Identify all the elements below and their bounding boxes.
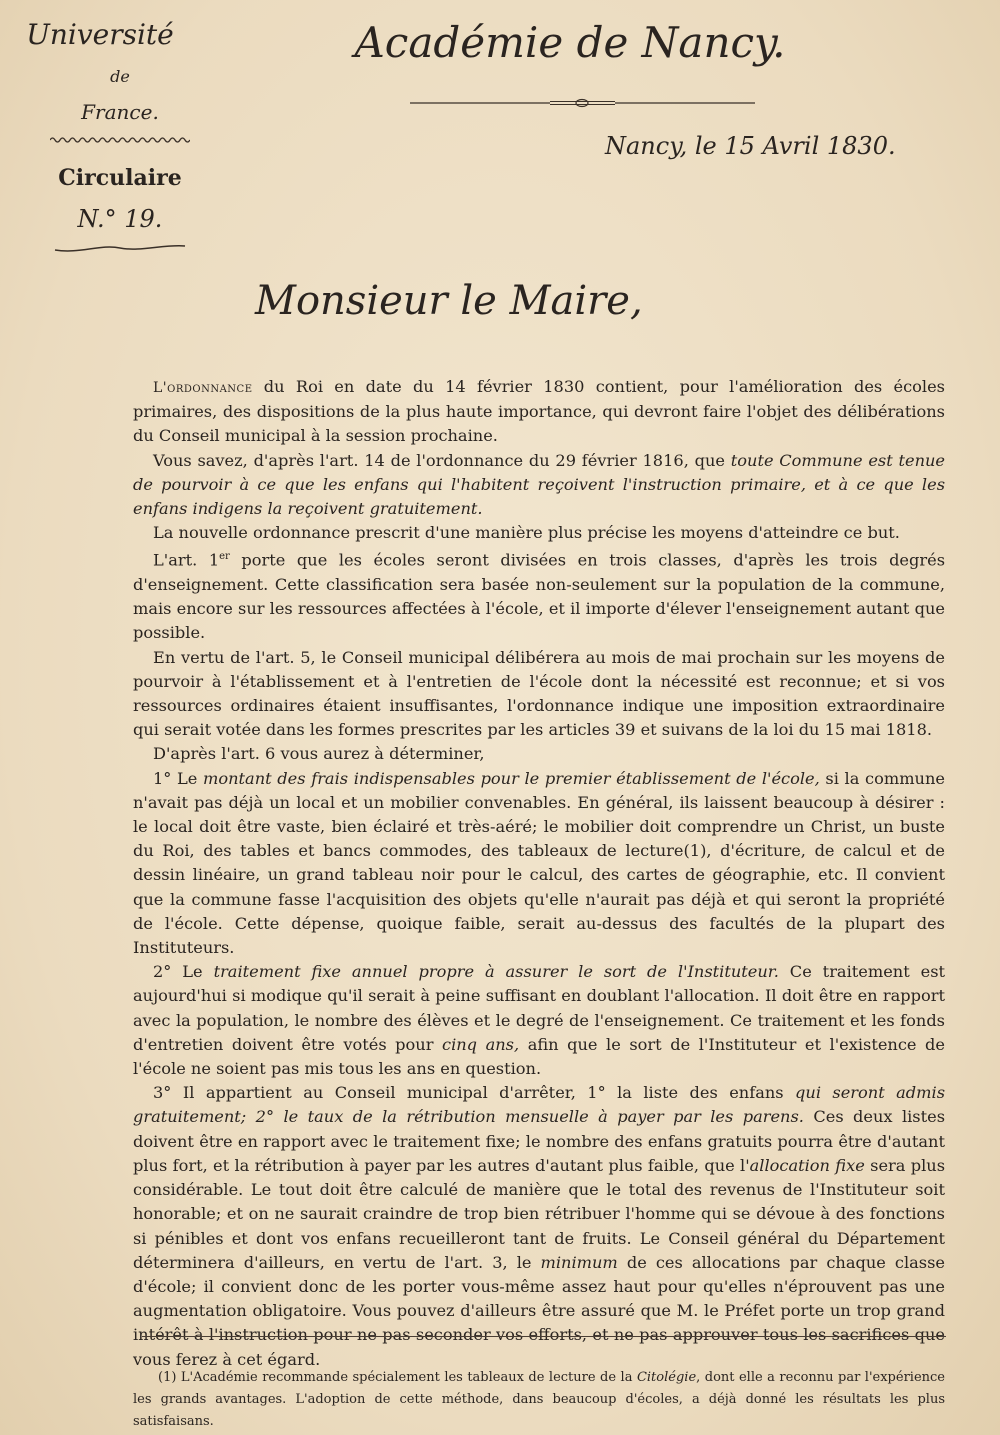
- paragraph: [133, 375, 945, 449]
- emphasis-text: montant des frais indispensables pour le premier établissement de l'école,: [203, 768, 820, 788]
- paragraph-text: En vertu de l'art. 5, le Conseil municipal délibérera au mois de mai prochain sur les moyens de pourvoir à l'établissement et à l'entretien de l'école dont la nécessité est reconnue; et si vos ressources ordinaires étaient insuffisantes, l'ordonnance indique une imposition extraordinaire qui serait votée dans les formes prescrites par les articles 39 et suivans de la loi du 15 mai 1818.: [133, 647, 945, 740]
- paragraph-text: si la commune n'avait pas déjà un local et un mobilier convenables. En général, ils laissent beaucoup à désirer : le local doit être vaste, bien éclairé et très-aéré; le mobilier doit comprendre un Christ, un buste du Roi, des tables et bancs commodes, des tableaux de lecture(1), d'écriture, de calcul et de dessin linéaire, un grand tableau noir pour le calcul, des cartes de géographie, etc. Il convient que la commune fasse l'acquisition des objets qu'elle n'aurait pas déjà et qui seront la propriété de l'école. Cette dépense, quoique faible, serait au-dessus des facultés de la plupart des Instituteurs.: [133, 768, 945, 958]
- paragraph-text: porte que les écoles seront divisées en trois classes, d'après les trois degrés d'enseignement. Cette classification sera basée non-seulement sur la population de la commune, mais encore sur les ressources affectées à l'école, et il importe d'élever l'enseignement autant que possible.: [133, 550, 945, 643]
- paragraph: [133, 767, 945, 961]
- footnote-divider: [142, 1336, 946, 1337]
- title-rule: [410, 94, 755, 113]
- paragraph: [133, 960, 945, 1081]
- circular-number: N.° 19.: [77, 205, 163, 233]
- de-label: de: [110, 67, 130, 86]
- lead-word: L'ordonnance: [153, 380, 253, 396]
- wavy-divider: [40, 136, 200, 147]
- paragraph-text: Ce traitement est aujourd'hui si modique qu'il serait à peine suffisant en doublant l'allocation. Il doit être en rapport avec la population, le nombre des élèves et le degré de l'enseignement. Ce traitement et les fonds d'entretien doivent être votés pour: [133, 962, 946, 1054]
- paragraph-text: D'après l'art. 6 vous aurez à déterminer,: [153, 744, 485, 764]
- academy-title: Académie de Nancy.: [354, 18, 786, 67]
- emphasis-text: toute Commune est tenue de pourvoir à ce que les enfans qui l'habitent reçoivent l'instruction primaire, et à ce que les enfans indigens la reçoivent gratuitement.: [133, 450, 946, 519]
- paragraph-text: 3° Il appartient au Conseil municipal d'arrêter, 1° la liste des enfans: [153, 1083, 796, 1103]
- paragraph-text: 2° Le: [153, 962, 214, 982]
- circulaire-label: Circulaire: [58, 165, 182, 191]
- paragraph: [133, 1081, 945, 1371]
- letter-date: Nancy, le 15 Avril 1830.: [605, 132, 896, 160]
- ornamental-rule-icon: [410, 97, 755, 109]
- emphasis-text: minimum: [540, 1252, 618, 1272]
- salutation: Monsieur le Maire,: [255, 278, 643, 324]
- footnote-text: , dont elle a reconnu par l'expérience les grands avantages. L'adoption de cette méthode, dans beaucoup d'écoles, a déjà donné les résultats les plus satisfaisans.: [133, 1370, 945, 1429]
- emphasis-text: qui seront admis gratuitement; 2° le taux de la rétribution mensuelle à payer par les parens.: [133, 1083, 945, 1127]
- paragraph-text: Ces deux listes doivent être en rapport avec le traitement fixe; le nombre des enfans gratuits pourra être d'autant plus fort, et la rétribution à payer par les autres d'autant plus faible, que l': [133, 1107, 946, 1175]
- superscript: er: [219, 551, 230, 563]
- paragraph: [133, 646, 945, 743]
- footnote-text: (1) L'Académie recommande spécialement les tableaux de lecture de la: [158, 1370, 637, 1385]
- paragraph-text: du Roi en date du 14 février 1830 contient, pour l'amélioration des écoles primaires, des dispositions de la plus haute importance, qui devront faire l'objet des délibérations du Conseil municipal à la session prochaine.: [133, 377, 945, 446]
- paragraph: [133, 545, 945, 645]
- emphasis-text: traitement fixe annuel propre à assurer le sort de l'Instituteur.: [213, 962, 779, 982]
- paragraph-text: Vous savez, d'après l'art. 14 de l'ordonnance du 29 février 1816, que: [153, 450, 731, 470]
- swash-ornament-icon: [50, 242, 190, 254]
- paragraph-text: de ces allocations par chaque classe d'école; il convient donc de les porter vous-même assez haut pour qu'elles n'éprouvent pas une augmentation obligatoire. Vous pouvez d'ailleurs être assuré que M. le Préfet porte un trop grand intérêt à l'instruction pour ne pas seconder vos efforts, et ne pas approuver tous les sacrifices que vous ferez à cet égard.: [133, 1252, 945, 1369]
- paragraph-text: sera plus considérable. Le tout doit être calculé de manière que le total des revenus de l'Instituteur soit honorable; et on ne saurait craindre de trop bien rétribuer l'homme qui se dévoue à des fonctions si pénibles et dont vos enfans recueilleront tant de fruits. Le Conseil général du Département déterminera d'ailleurs, en vertu de l'art. 3, le: [133, 1155, 946, 1272]
- swash-divider: [40, 239, 200, 258]
- letter-body: [133, 375, 945, 1372]
- emphasis-text: allocation fixe: [749, 1155, 865, 1175]
- university-label: Université: [26, 18, 174, 51]
- paragraph: [133, 449, 945, 522]
- letterhead-sidebar: [26, 18, 200, 258]
- paragraph: [133, 521, 945, 545]
- emphasis-text: Citolégie: [636, 1370, 697, 1385]
- emphasis-text: cinq ans,: [442, 1034, 520, 1054]
- paragraph: [133, 742, 945, 766]
- paragraph-text: La nouvelle ordonnance prescrit d'une manière plus précise les moyens d'atteindre ce but.: [153, 523, 900, 543]
- paragraph-text: 1° Le: [153, 768, 204, 788]
- paragraph-text: afin que le sort de l'Instituteur et l'existence de l'école ne soient pas mis tous les ans en question.: [133, 1034, 945, 1079]
- footnote-paragraph: [133, 1367, 945, 1433]
- footnote: [133, 1367, 945, 1433]
- wavy-line-icon: [50, 136, 190, 144]
- france-label: France.: [81, 100, 159, 124]
- paragraph-text: L'art. 1: [153, 550, 220, 570]
